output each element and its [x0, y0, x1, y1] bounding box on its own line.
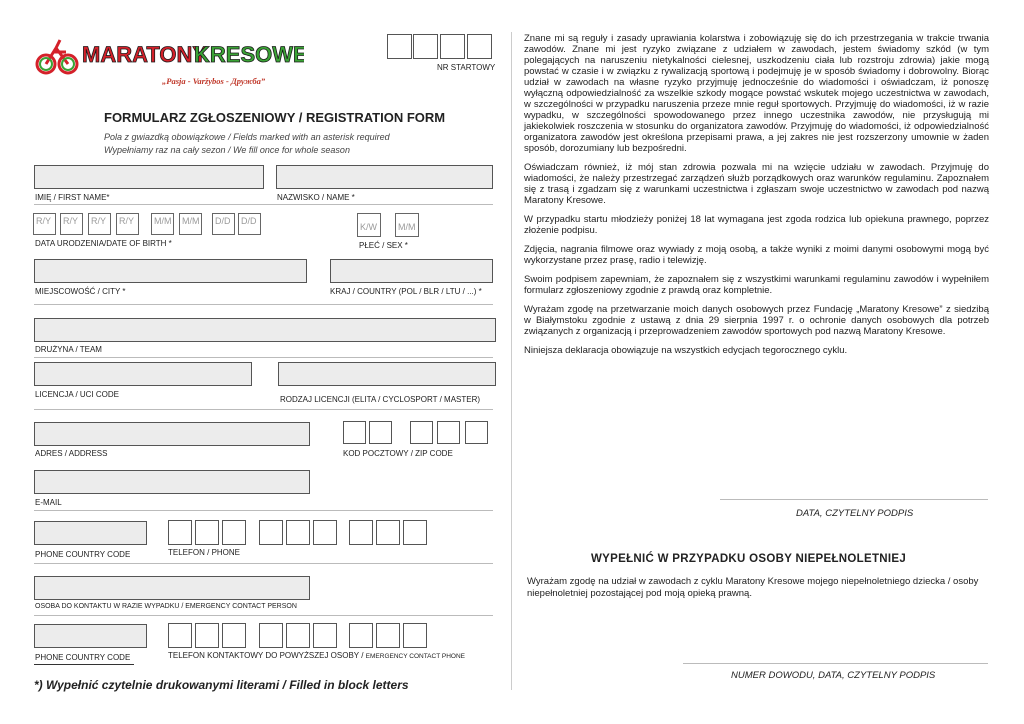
emergency-phone-label-main: TELEFON KONTAKTOWY DO POWYŻSZEJ OSOBY /	[168, 651, 366, 660]
block-letters-note: *) Wypełnić czytelnie drukowanymi literami / Filled in block letters	[34, 678, 409, 692]
signature-line[interactable]	[720, 499, 988, 500]
phone-label: TELEFON / PHONE	[168, 548, 241, 557]
phone-digit-box[interactable]	[376, 520, 400, 545]
emergency-phone-label-en: EMERGENCY CONTACT PHONE	[365, 653, 465, 660]
start-number-box-4[interactable]	[467, 34, 492, 59]
form-title: FORMULARZ ZGŁOSZENIOWY / REGISTRATION FORM	[104, 110, 446, 125]
minor-section-heading: WYPEŁNIĆ W PRZYPADKU OSOBY NIEPEŁNOLETNIEJ	[591, 553, 907, 565]
first-name-label: IMIĘ / FIRST NAME*	[35, 193, 110, 202]
emergency-phone-country-code-label: PHONE COUNTRY CODE	[35, 653, 131, 662]
declaration-paragraph: Znane mi są reguły i zasady uprawiania kolarstwa i zobowiązuję się do ich przestrzegania w trakcie trwania zawodów. Znane mi jest ryzyko związane z udziałem w zawodach, jestem świadomy szkód (w tym polegających na naruszeniu nietykalności cielesnej, uszkodzeniu ciała lub rozstroju zdrowia) jakie mogą powstać w czasie i w związku z rywalizacją sportową i podejmuję je w sposób świadomy i dobrowolny. Biorąc udział w zawodach na własne ryzyko przyjmuję jednocześnie do wiadomości i oświadczam, iż ponoszę wyłączną odpowiedzialność za wszelkie szkody mogące powstać wskutek mojego uczestnictwa w zawodach, w szczególności w przypadku naruszenia przeze mnie reguł sportowych. Przyjmuję do wiadomości, iż w razie wypadku, w szczególności spowodowanego przez innego uczestnika zawodów, nie przysługują mi jakiekolwiek roszczenia w stosunku do organizatora zawodów. Przyjmuję do wiadomości, iż odpowiedzialność organizatora zawodów jest określona przepisami prawa, a jej zakres nie jest rozszerzony umownie w żaden sposób, dorozumiany lub bezpośredni.	[524, 33, 989, 154]
licence-input[interactable]	[34, 362, 252, 386]
phone-digit-box[interactable]	[349, 520, 373, 545]
dob-year-2[interactable]: R/Y	[60, 213, 83, 235]
start-number-box-2[interactable]	[413, 34, 438, 59]
declaration-paragraph: Niniejsza deklaracja obowiązuje na wszystkich edycjach tegorocznego cyklu.	[524, 345, 848, 356]
emergency-phone-digit-box[interactable]	[222, 623, 246, 648]
licence-type-label: RODZAJ LICENCJI (ELITA / CYCLOSPORT / MASTER)	[280, 395, 481, 404]
guardian-signature-label: NUMER DOWODU, DATA, CZYTELNY PODPIS	[731, 670, 936, 681]
emergency-phone-digit-box[interactable]	[259, 623, 283, 648]
divider	[34, 204, 493, 205]
declaration-paragraph: W przypadku startu młodzieży poniżej 18 lat wymagana jest zgoda rodzica lub opiekuna prawnego, poprzez złożenie podpisu.	[524, 214, 989, 236]
country-input[interactable]	[330, 259, 493, 283]
phone-country-code-input[interactable]	[34, 521, 147, 545]
declaration-paragraph: Wyrażam zgodę na przetwarzanie moich danych osobowych przez Fundację „Maratony Kresowe” z siedzibą w Białymstoku zgodnie z ustawą z dnia 29 sierpnia 1997 r. o ochronie danych osobowych dla potrzeb związanych z organizacją i przeprowadzeniem zawodów sportowych pod nazwą Maratony Kresowe.	[524, 304, 989, 337]
minor-consent-text: Wyrażam zgodę na udział w zawodach z cyklu Maratony Kresowe mojego niepełnoletniego dziecka / osoby niepełnoletniej pozostającej pod moją opieką prawną.	[527, 576, 979, 599]
declaration-paragraph: Zdjęcia, nagrania filmowe oraz wywiady z moją osobą, a także wyniki z moimi danymi osobowymi mogą być wykorzystane przez prasę, radio i telewizję.	[524, 244, 989, 266]
column-divider	[511, 32, 512, 690]
phone-digit-box[interactable]	[195, 520, 219, 545]
email-input[interactable]	[34, 470, 310, 494]
emergency-phone-digit-box[interactable]	[376, 623, 400, 648]
dob-year-4[interactable]: R/Y	[116, 213, 139, 235]
start-number-label: NR STARTOWY	[437, 63, 496, 72]
maratony-kresowe-logo	[34, 32, 304, 78]
dob-month-2[interactable]: M/M	[179, 213, 202, 235]
dob-day-1[interactable]: D/D	[212, 213, 235, 235]
logo-text-maratony: MARATONY	[82, 42, 208, 67]
emergency-phone-digit-box[interactable]	[168, 623, 192, 648]
sex-female-box[interactable]: K/W	[357, 213, 381, 237]
team-input[interactable]	[34, 318, 496, 342]
zip-box-2[interactable]	[369, 421, 392, 444]
declaration-text	[524, 33, 989, 364]
phone-digit-box[interactable]	[222, 520, 246, 545]
logo-text-kresowe: KRESOWE	[194, 42, 304, 67]
address-label: ADRES / ADDRESS	[35, 449, 108, 458]
logo-tagline: „Pasja - Varžybos - Дружба”	[162, 76, 266, 86]
dob-day-2[interactable]: D/D	[238, 213, 261, 235]
phone-digit-box[interactable]	[313, 520, 337, 545]
phone-digit-box[interactable]	[168, 520, 192, 545]
email-label: E-MAIL	[35, 498, 62, 507]
form-subtitle-required: Pola z gwiazdką obowiązkowe / Fields marked with an asterisk required	[104, 132, 390, 142]
zip-box-3[interactable]	[410, 421, 433, 444]
emergency-phone-country-code-input[interactable]	[34, 624, 147, 648]
divider	[34, 664, 134, 665]
emergency-phone-digit-box[interactable]	[286, 623, 310, 648]
sex-label: PŁEĆ / SEX *	[359, 241, 408, 250]
dob-month-1[interactable]: M/M	[151, 213, 174, 235]
emergency-contact-label: OSOBA DO KONTAKTU W RAZIE WYPADKU / EMERGENCY CONTACT PERSON	[35, 603, 297, 610]
signature-label: DATA, CZYTELNY PODPIS	[796, 508, 914, 519]
sex-male-box[interactable]: M/M	[395, 213, 419, 237]
dob-label: DATA URODZENIA/DATE OF BIRTH *	[35, 239, 172, 248]
declaration-paragraph: Oświadczam również, iż mój stan zdrowia pozwala mi na wzięcie udziału w zawodach. Przyjmuję do wiadomości, że należy przestrzegać zarządzeń służb porządkowych oraz warunków regulaminu. Zapoznałem się z trasą i zgadzam się z warunkami uczestnictwa i zgłaszam swoje uczestnictwo w zawodach pod nazwą Maratony Kresowe.	[524, 162, 989, 206]
emergency-phone-digit-box[interactable]	[195, 623, 219, 648]
city-label: MIEJSCOWOŚĆ / CITY *	[35, 287, 126, 296]
divider	[34, 357, 493, 358]
zip-box-5[interactable]	[465, 421, 488, 444]
city-input[interactable]	[34, 259, 307, 283]
address-input[interactable]	[34, 422, 310, 446]
declaration-paragraph: Swoim podpisem zapewniam, że zapoznałem się z wszystkimi warunkami regulaminu zawodów i wypełniłem formularz zgłoszeniowy zgodnie z prawdą oraz kompletnie.	[524, 274, 989, 296]
country-label: KRAJ / COUNTRY (POL / BLR / LTU / ...) *	[330, 287, 482, 296]
divider	[34, 409, 493, 410]
team-label: DRUŻYNA / TEAM	[35, 345, 102, 354]
start-number-box-1[interactable]	[387, 34, 412, 59]
phone-digit-box[interactable]	[403, 520, 427, 545]
surname-input[interactable]	[276, 165, 493, 189]
licence-type-input[interactable]	[278, 362, 496, 386]
divider	[34, 510, 493, 511]
phone-digit-box[interactable]	[259, 520, 283, 545]
divider	[34, 563, 493, 564]
emergency-contact-input[interactable]	[34, 576, 310, 600]
licence-label: LICENCJA / UCI CODE	[35, 390, 120, 399]
dob-year-1[interactable]: R/Y	[33, 213, 56, 235]
emergency-phone-digit-box[interactable]	[313, 623, 337, 648]
emergency-phone-digit-box[interactable]	[403, 623, 427, 648]
zip-label: KOD POCZTOWY / ZIP CODE	[343, 449, 453, 458]
dob-year-3[interactable]: R/Y	[88, 213, 111, 235]
guardian-signature-line[interactable]	[683, 663, 988, 664]
divider	[34, 304, 493, 305]
emergency-phone-digit-box[interactable]	[349, 623, 373, 648]
zip-box-4[interactable]	[437, 421, 460, 444]
emergency-phone-label	[168, 651, 465, 660]
phone-country-code-label: PHONE COUNTRY CODE	[35, 550, 131, 559]
phone-digit-box[interactable]	[286, 520, 310, 545]
divider	[34, 615, 493, 616]
zip-box-1[interactable]	[343, 421, 366, 444]
first-name-input[interactable]	[34, 165, 264, 189]
form-subtitle-season: Wypełniamy raz na cały sezon / We fill once for whole season	[104, 145, 350, 155]
surname-label: NAZWISKO / NAME *	[277, 193, 355, 202]
start-number-box-3[interactable]	[440, 34, 465, 59]
